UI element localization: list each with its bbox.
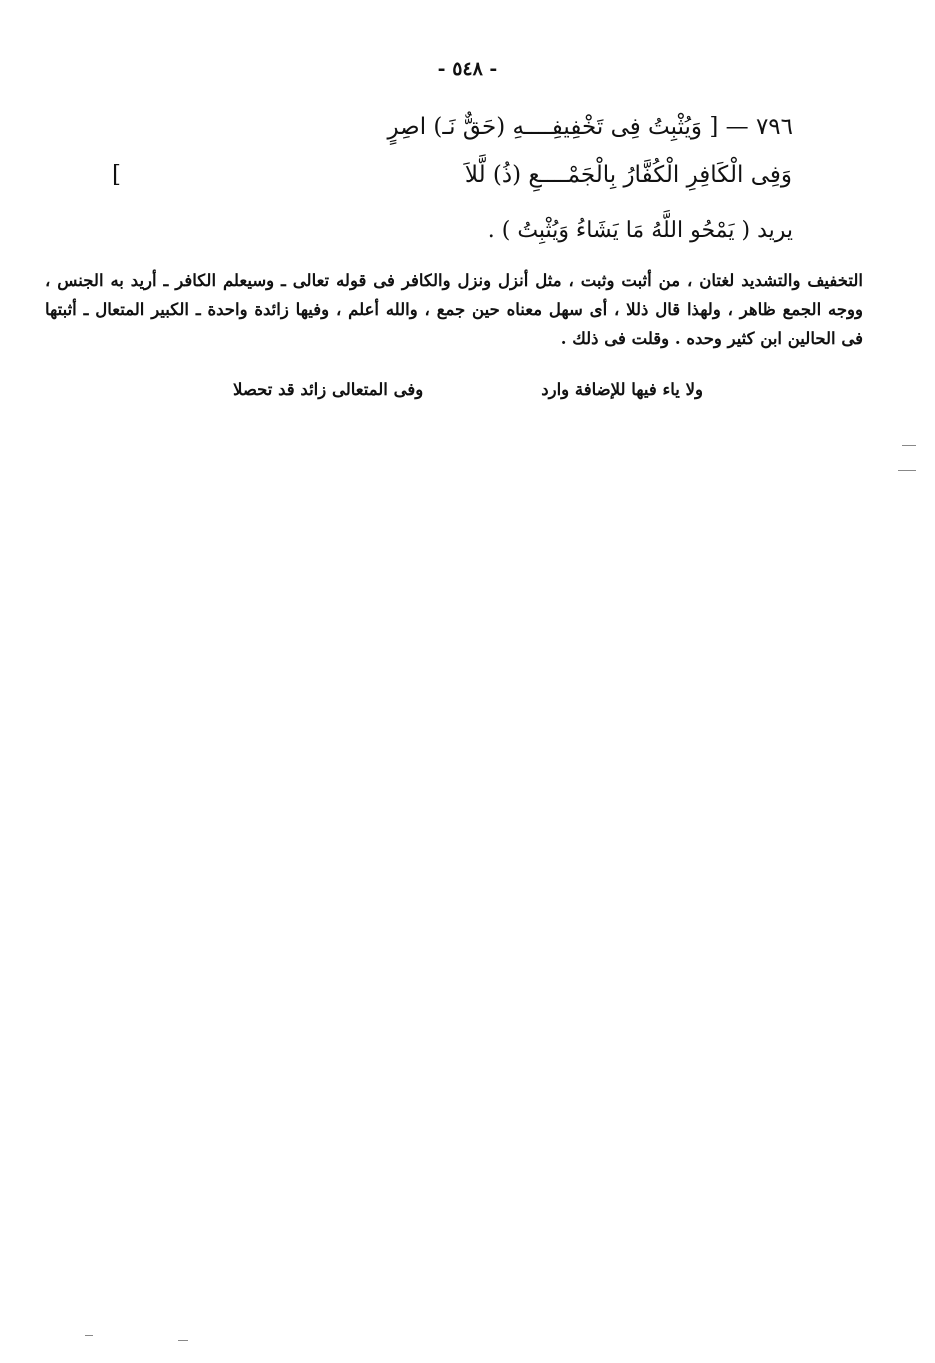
scan-speck [902,445,916,446]
scan-speck [898,470,916,471]
closing-verse-hemistich-2: وفى المتعالى زائد قد تحصلا [233,380,424,399]
verse-line-2-text: وَفِى الْكَافِرِ الْكُفَّارُ بِالْجَمْــــعِ (ذُ) لَّلاَ [464,162,792,188]
scan-speck [85,1335,93,1336]
page-number: - ٥٤٨ - [437,58,498,80]
scan-speck [178,1340,188,1341]
explanation-lead: يريد ( يَمْحُو اللَّهُ مَا يَشَاءُ وَيُثْبِتُ ) . [487,218,793,243]
verse-line-1: ٧٩٦ — [ وَيُثْبِتُ فِى تَخْفِيفِــــهِ (حَقٌّ نَـ) اصِرٍ [387,114,793,140]
closing-verse-hemistich-1: ولا ياء فيها للإضافة وارد [541,380,703,399]
verse-closing-bracket: ] [112,162,121,188]
commentary-paragraph [45,266,863,353]
commentary-text: التخفيف والتشديد لغتان ، من أثبت وثبت ، مثل أنزل ونزل والكافر فى قوله تعالى ـ وسيعلم الكافر ـ أريد به الجنس ، ووجه الجمع ظاهر ، ولهذا قال ذللا ، أى سهل معناه حين جمع ، والله أعلم ، وفيها زائدة واحدة ـ الكبير المتعال ـ أثبتها فى الحالين ابن كثير وحده . وقلت فى ذلك . [45,271,863,348]
verse-line-2 [112,162,792,188]
